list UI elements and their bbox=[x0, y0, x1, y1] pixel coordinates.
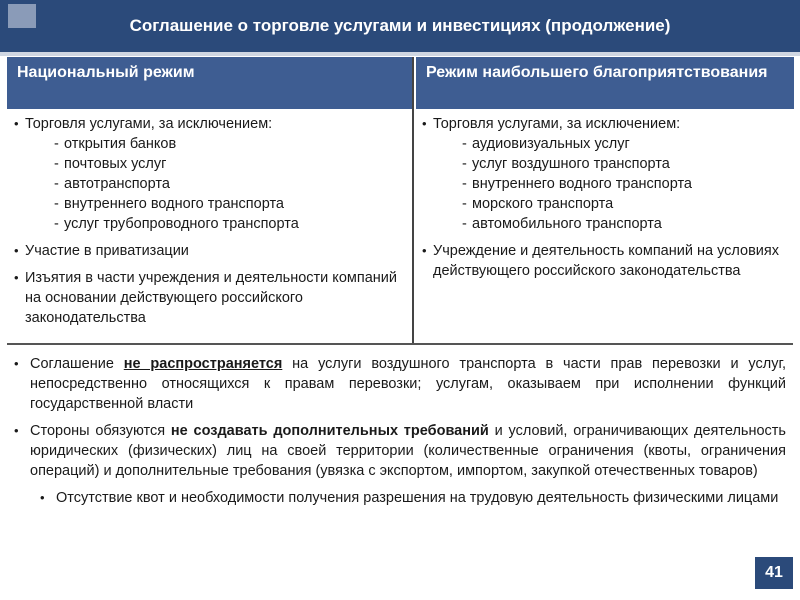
sub-list-item: - внутреннего водного транспорта bbox=[462, 176, 692, 192]
dash-icon: - bbox=[54, 216, 59, 232]
sub-list bbox=[14, 134, 406, 234]
bullet-icon: • bbox=[422, 116, 427, 131]
dash-icon: - bbox=[54, 176, 59, 192]
dash-icon: - bbox=[462, 136, 467, 152]
list-item: • Учреждение и деятельность компаний на условиях действующего российского законодательства bbox=[422, 243, 780, 279]
bottom-notes bbox=[14, 354, 786, 508]
emphasis: не создавать дополнительных требований bbox=[170, 423, 489, 439]
bullet-icon: • bbox=[422, 243, 427, 258]
bullet-icon: • bbox=[14, 243, 19, 258]
sub-list-item: - аудиовизуальных услуг bbox=[462, 136, 630, 152]
note-item: • Соглашение не распространяется на услуги воздушного транспорта в части прав перевозки и услуг, непосредственно относящихся к правам перевозки; услугам, оказываем при исполнении функций государственной власти bbox=[14, 356, 787, 412]
bullet-icon: • bbox=[14, 423, 19, 438]
national-column bbox=[14, 114, 406, 328]
dash-icon: - bbox=[54, 196, 59, 212]
list-item: • Изъятия в части учреждения и деятельности компаний на основании действующего российского законодательства bbox=[14, 270, 397, 326]
sub-list-item: - внутреннего водного транспорта bbox=[54, 196, 284, 212]
sub-list-item: - автотранспорта bbox=[54, 176, 170, 192]
sub-list bbox=[422, 134, 790, 234]
sub-list-item: - услуг трубопроводного транспорта bbox=[54, 216, 299, 232]
page-number: 41 bbox=[755, 557, 793, 589]
list-item: • Торговля услугами, за исключением: bbox=[422, 116, 681, 132]
list-item: • Торговля услугами, за исключением: bbox=[14, 116, 273, 132]
emphasis: не распространяется bbox=[123, 356, 283, 372]
column-divider bbox=[412, 57, 414, 344]
table-header-mfn: Режим наибольшего благоприятствования bbox=[416, 57, 794, 109]
note-item: • Стороны обязуются не создавать дополнительных требований и условий, ограничивающих деятельность юридических (физических) лиц на своей территории (количественные ограничения (квоты, ограничения операций) и дополнительные требования (увязка с экспортом, импортом, закупкой отечественных товаров) bbox=[14, 423, 786, 479]
note-sub-item: • Отсутствие квот и необходимости получения разрешения на трудовую деятельность физическими лицами bbox=[40, 490, 779, 506]
bullet-icon: • bbox=[14, 270, 19, 285]
dash-icon: - bbox=[54, 156, 59, 172]
dash-icon: - bbox=[54, 136, 59, 152]
slide-header bbox=[0, 0, 800, 52]
sub-list-item: - почтовых услуг bbox=[54, 156, 167, 172]
dash-icon: - bbox=[462, 176, 467, 192]
slide-title: Соглашение о торговле услугами и инвестициях (продолжение) bbox=[129, 16, 671, 35]
bullet-icon: • bbox=[40, 490, 45, 505]
list-item: • Участие в приватизации bbox=[14, 243, 189, 259]
bullet-icon: • bbox=[14, 356, 19, 371]
sub-list-item: - автомобильного транспорта bbox=[462, 216, 662, 232]
sub-list-item: - открытия банков bbox=[54, 136, 177, 152]
table-header-national: Национальный режим bbox=[7, 57, 413, 109]
bullet-icon: • bbox=[14, 116, 19, 131]
dash-icon: - bbox=[462, 156, 467, 172]
dash-icon: - bbox=[462, 196, 467, 212]
sub-list-item: - морского транспорта bbox=[462, 196, 614, 212]
table-bottom-rule bbox=[7, 343, 793, 345]
sub-list-item: - услуг воздушного транспорта bbox=[462, 156, 670, 172]
header-decoration bbox=[8, 4, 36, 28]
mfn-column bbox=[422, 114, 790, 281]
dash-icon: - bbox=[462, 216, 467, 232]
header-rule bbox=[0, 52, 800, 56]
